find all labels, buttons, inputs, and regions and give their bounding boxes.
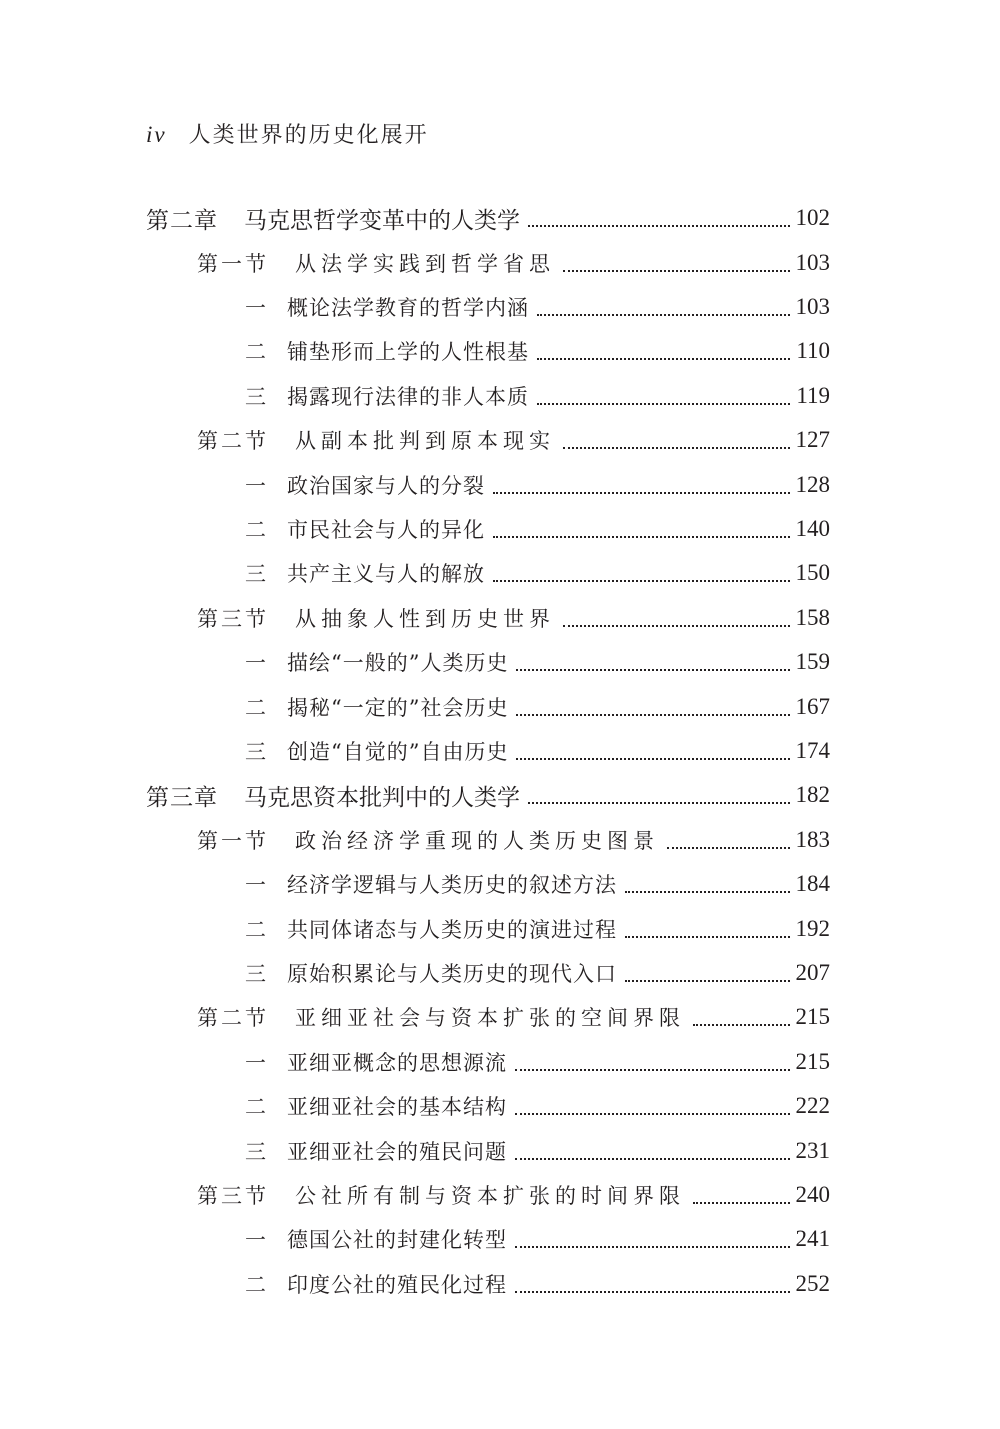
toc-entry-label xyxy=(245,1224,507,1254)
toc-entry-page: 215 xyxy=(795,1048,830,1074)
toc-entry-sub[interactable] xyxy=(0,551,1000,595)
toc-entry-number: 二 xyxy=(245,695,267,720)
toc-entry-number: 二 xyxy=(245,1095,267,1120)
dot-leader xyxy=(537,314,790,316)
toc-entry-content xyxy=(197,596,830,640)
dot-leader xyxy=(516,714,789,716)
toc-entry-title: 政治经济学重现的人类历史图景 xyxy=(295,828,659,853)
toc-entry-page: 240 xyxy=(795,1181,830,1207)
toc-entry-content xyxy=(245,862,830,906)
toc-entry-number: 一 xyxy=(245,873,267,898)
toc-entry-label xyxy=(245,958,617,988)
dot-leader xyxy=(516,669,789,671)
toc-entry-sub[interactable] xyxy=(0,684,1000,728)
toc-entry-content xyxy=(245,551,830,595)
dot-leader xyxy=(516,758,789,760)
toc-entry-label xyxy=(197,425,555,455)
toc-entry-content xyxy=(245,1084,830,1128)
toc-entry-title: 原始积累论与人类历史的现代入口 xyxy=(287,961,617,986)
toc-entry-sub[interactable] xyxy=(0,507,1000,551)
toc-entry-label xyxy=(197,248,555,278)
toc-entry-number: 二 xyxy=(245,917,267,942)
toc-entry-page: 192 xyxy=(795,915,830,941)
toc-entry-number: 第二章 xyxy=(146,207,218,234)
toc-entry-content xyxy=(197,240,830,284)
toc-entry-label xyxy=(197,1002,685,1032)
toc-entry-page: 167 xyxy=(795,693,830,719)
toc-entry-sub[interactable] xyxy=(0,285,1000,329)
toc-entry-content xyxy=(146,773,830,817)
toc-entry-section[interactable] xyxy=(0,596,1000,640)
toc-entry-title: 马克思资本批判中的人类学 xyxy=(244,784,520,811)
toc-entry-title: 创造“自觉的”自由历史 xyxy=(287,739,509,764)
toc-entry-title: 亚细亚社会与资本扩张的空间界限 xyxy=(295,1006,685,1031)
toc-entry-title: 共产主义与人的解放 xyxy=(287,562,485,587)
toc-entry-sub[interactable] xyxy=(0,374,1000,418)
toc-entry-section[interactable] xyxy=(0,818,1000,862)
toc-entry-number: 三 xyxy=(245,961,267,986)
toc-entry-content xyxy=(245,1262,830,1306)
toc-entry-section[interactable] xyxy=(0,995,1000,1039)
toc-entry-content xyxy=(245,951,830,995)
toc-entry-page: 140 xyxy=(795,515,830,541)
dot-leader xyxy=(493,536,790,538)
toc-entry-label xyxy=(197,825,659,855)
toc-entry-page: 127 xyxy=(795,427,830,453)
toc-entry-title: 德国公社的封建化转型 xyxy=(287,1228,507,1253)
dot-leader xyxy=(625,936,790,938)
toc-entry-page: 110 xyxy=(796,338,830,364)
toc-entry-sub[interactable] xyxy=(0,906,1000,950)
toc-entry-label xyxy=(245,1269,507,1299)
toc-entry-label xyxy=(245,1047,507,1077)
toc-entry-title: 揭露现行法律的非人本质 xyxy=(287,384,529,409)
toc-entry-label xyxy=(245,692,508,722)
toc-entry-content xyxy=(245,729,830,773)
toc-entry-sub[interactable] xyxy=(0,329,1000,373)
toc-entry-page: 231 xyxy=(795,1137,830,1163)
toc-entry-page: 252 xyxy=(795,1270,830,1296)
toc-entry-section[interactable] xyxy=(0,240,1000,284)
toc-entry-content xyxy=(245,1040,830,1084)
toc-entry-label xyxy=(245,558,485,588)
dot-leader xyxy=(625,980,790,982)
toc-entry-content xyxy=(245,1128,830,1172)
toc-entry-content xyxy=(245,906,830,950)
toc-entry-title: 铺垫形而上学的人性根基 xyxy=(287,340,529,365)
toc-entry-page: 241 xyxy=(795,1226,830,1252)
toc-entry-content xyxy=(197,995,830,1039)
toc-entry-label xyxy=(245,470,485,500)
toc-entry-page: 103 xyxy=(795,293,830,319)
dot-leader xyxy=(537,358,790,360)
toc-entry-title: 揭秘“一定的”社会历史 xyxy=(287,695,509,720)
toc-entry-sub[interactable] xyxy=(0,729,1000,773)
dot-leader xyxy=(563,447,790,449)
header-book-title: 人类世界的历史化展开 xyxy=(188,123,429,148)
toc-entry-content xyxy=(245,684,830,728)
toc-entry-content xyxy=(146,196,830,240)
toc-entry-title: 亚细亚社会的基本结构 xyxy=(287,1095,507,1120)
toc-entry-content xyxy=(245,285,830,329)
toc-entry-chapter[interactable] xyxy=(0,773,1000,817)
toc-entry-page: 102 xyxy=(795,205,830,231)
toc-entry-sub[interactable] xyxy=(0,1128,1000,1172)
toc-entry-section[interactable] xyxy=(0,1173,1000,1217)
toc-entry-sub[interactable] xyxy=(0,951,1000,995)
toc-entry-title: 描绘“一般的”人类历史 xyxy=(287,651,509,676)
toc-entry-title: 亚细亚概念的思想源流 xyxy=(287,1050,507,1075)
toc-entry-label xyxy=(245,336,529,366)
toc-entry-title: 公社所有制与资本扩张的时间界限 xyxy=(295,1183,685,1208)
dot-leader xyxy=(528,225,790,227)
toc-entry-number: 一 xyxy=(245,651,267,676)
dot-leader xyxy=(625,891,790,893)
toc-entry-sub[interactable] xyxy=(0,1217,1000,1261)
dot-leader xyxy=(563,625,790,627)
toc-entry-number: 第三节 xyxy=(197,1183,269,1208)
dot-leader xyxy=(693,1024,790,1026)
toc-entry-content xyxy=(197,418,830,462)
toc-entry-content xyxy=(197,818,830,862)
toc-entry-number: 第一节 xyxy=(197,828,269,853)
toc-entry-page: 150 xyxy=(795,560,830,586)
toc-entry-title: 政治国家与人的分裂 xyxy=(287,473,485,498)
toc-entry-page: 215 xyxy=(795,1004,830,1030)
dot-leader xyxy=(537,403,790,405)
toc-entry-page: 174 xyxy=(795,737,830,763)
dot-leader xyxy=(563,270,790,272)
toc-entry-number: 三 xyxy=(245,562,267,587)
toc-entry-label xyxy=(245,736,508,766)
toc-entry-label xyxy=(245,914,617,944)
toc-entry-page: 158 xyxy=(795,604,830,630)
header-page-number: iv xyxy=(146,122,167,147)
toc-entry-content xyxy=(245,507,830,551)
dot-leader xyxy=(528,802,790,804)
toc-entry-label xyxy=(245,1136,507,1166)
toc-entry-page: 128 xyxy=(795,471,830,497)
toc-entry-title: 从法学实践到哲学省思 xyxy=(295,251,555,276)
dot-leader xyxy=(515,1291,790,1293)
toc-entry-number: 一 xyxy=(245,1228,267,1253)
running-header xyxy=(146,118,429,149)
toc-entry-title: 市民社会与人的异化 xyxy=(287,517,485,542)
toc-entry-section[interactable] xyxy=(0,418,1000,462)
toc-entry-label xyxy=(146,779,520,812)
toc-entry-number: 三 xyxy=(245,739,267,764)
toc-entry-sub[interactable] xyxy=(0,1040,1000,1084)
toc-entry-content xyxy=(245,462,830,506)
toc-entry-title: 概论法学教育的哲学内涵 xyxy=(287,295,529,320)
toc-entry-label xyxy=(197,603,555,633)
toc-entry-sub[interactable] xyxy=(0,1262,1000,1306)
dot-leader xyxy=(693,1202,790,1204)
toc-entry-label xyxy=(245,1091,507,1121)
toc-entry-sub[interactable] xyxy=(0,640,1000,684)
toc-entry-label xyxy=(245,381,529,411)
toc-entry-sub[interactable] xyxy=(0,462,1000,506)
toc-entry-number: 二 xyxy=(245,1272,267,1297)
dot-leader xyxy=(515,1113,790,1115)
dot-leader xyxy=(515,1158,790,1160)
toc-entry-content xyxy=(245,1217,830,1261)
toc-entry-page: 119 xyxy=(796,382,830,408)
toc-entry-page: 159 xyxy=(795,649,830,675)
toc-entry-number: 二 xyxy=(245,517,267,542)
toc-entry-label xyxy=(245,869,617,899)
toc-entry-content xyxy=(197,1173,830,1217)
dot-leader xyxy=(515,1246,790,1248)
toc-entry-number: 三 xyxy=(245,384,267,409)
toc-entry-number: 三 xyxy=(245,1139,267,1164)
toc-entry-page: 182 xyxy=(795,782,830,808)
toc-entry-page: 184 xyxy=(795,871,830,897)
toc-entry-label xyxy=(245,514,485,544)
toc-entry-number: 一 xyxy=(245,473,267,498)
toc-entry-label xyxy=(146,202,520,235)
toc-entry-number: 第三节 xyxy=(197,606,269,631)
toc-entry-sub[interactable] xyxy=(0,862,1000,906)
toc-entry-chapter[interactable] xyxy=(0,196,1000,240)
toc-entry-number: 二 xyxy=(245,340,267,365)
toc-entry-number: 第二节 xyxy=(197,1006,269,1031)
toc-entry-sub[interactable] xyxy=(0,1084,1000,1128)
toc-entry-title: 经济学逻辑与人类历史的叙述方法 xyxy=(287,873,617,898)
toc-entry-page: 222 xyxy=(795,1093,830,1119)
dot-leader xyxy=(515,1069,790,1071)
toc-entry-title: 马克思哲学变革中的人类学 xyxy=(244,207,520,234)
toc-entry-content xyxy=(245,329,830,373)
toc-entry-title: 亚细亚社会的殖民问题 xyxy=(287,1139,507,1164)
toc-entry-title: 印度公社的殖民化过程 xyxy=(287,1272,507,1297)
toc-entry-number: 一 xyxy=(245,295,267,320)
toc-entry-content xyxy=(245,640,830,684)
dot-leader xyxy=(493,492,790,494)
toc-entry-label xyxy=(245,292,529,322)
toc-entry-title: 从抽象人性到历史世界 xyxy=(295,606,555,631)
dot-leader xyxy=(667,847,790,849)
toc-entry-content xyxy=(245,374,830,418)
toc-entry-page: 183 xyxy=(795,826,830,852)
toc-entry-number: 第一节 xyxy=(197,251,269,276)
toc-entry-page: 207 xyxy=(795,959,830,985)
dot-leader xyxy=(493,580,790,582)
toc-entry-page: 103 xyxy=(795,249,830,275)
toc-entry-number: 第三章 xyxy=(146,784,218,811)
toc-entry-label xyxy=(197,1180,685,1210)
toc-entry-label xyxy=(245,647,508,677)
toc-entry-number: 第二节 xyxy=(197,429,269,454)
toc-entry-number: 一 xyxy=(245,1050,267,1075)
toc-entry-title: 共同体诸态与人类历史的演进过程 xyxy=(287,917,617,942)
toc-entry-title: 从副本批判到原本现实 xyxy=(295,429,555,454)
